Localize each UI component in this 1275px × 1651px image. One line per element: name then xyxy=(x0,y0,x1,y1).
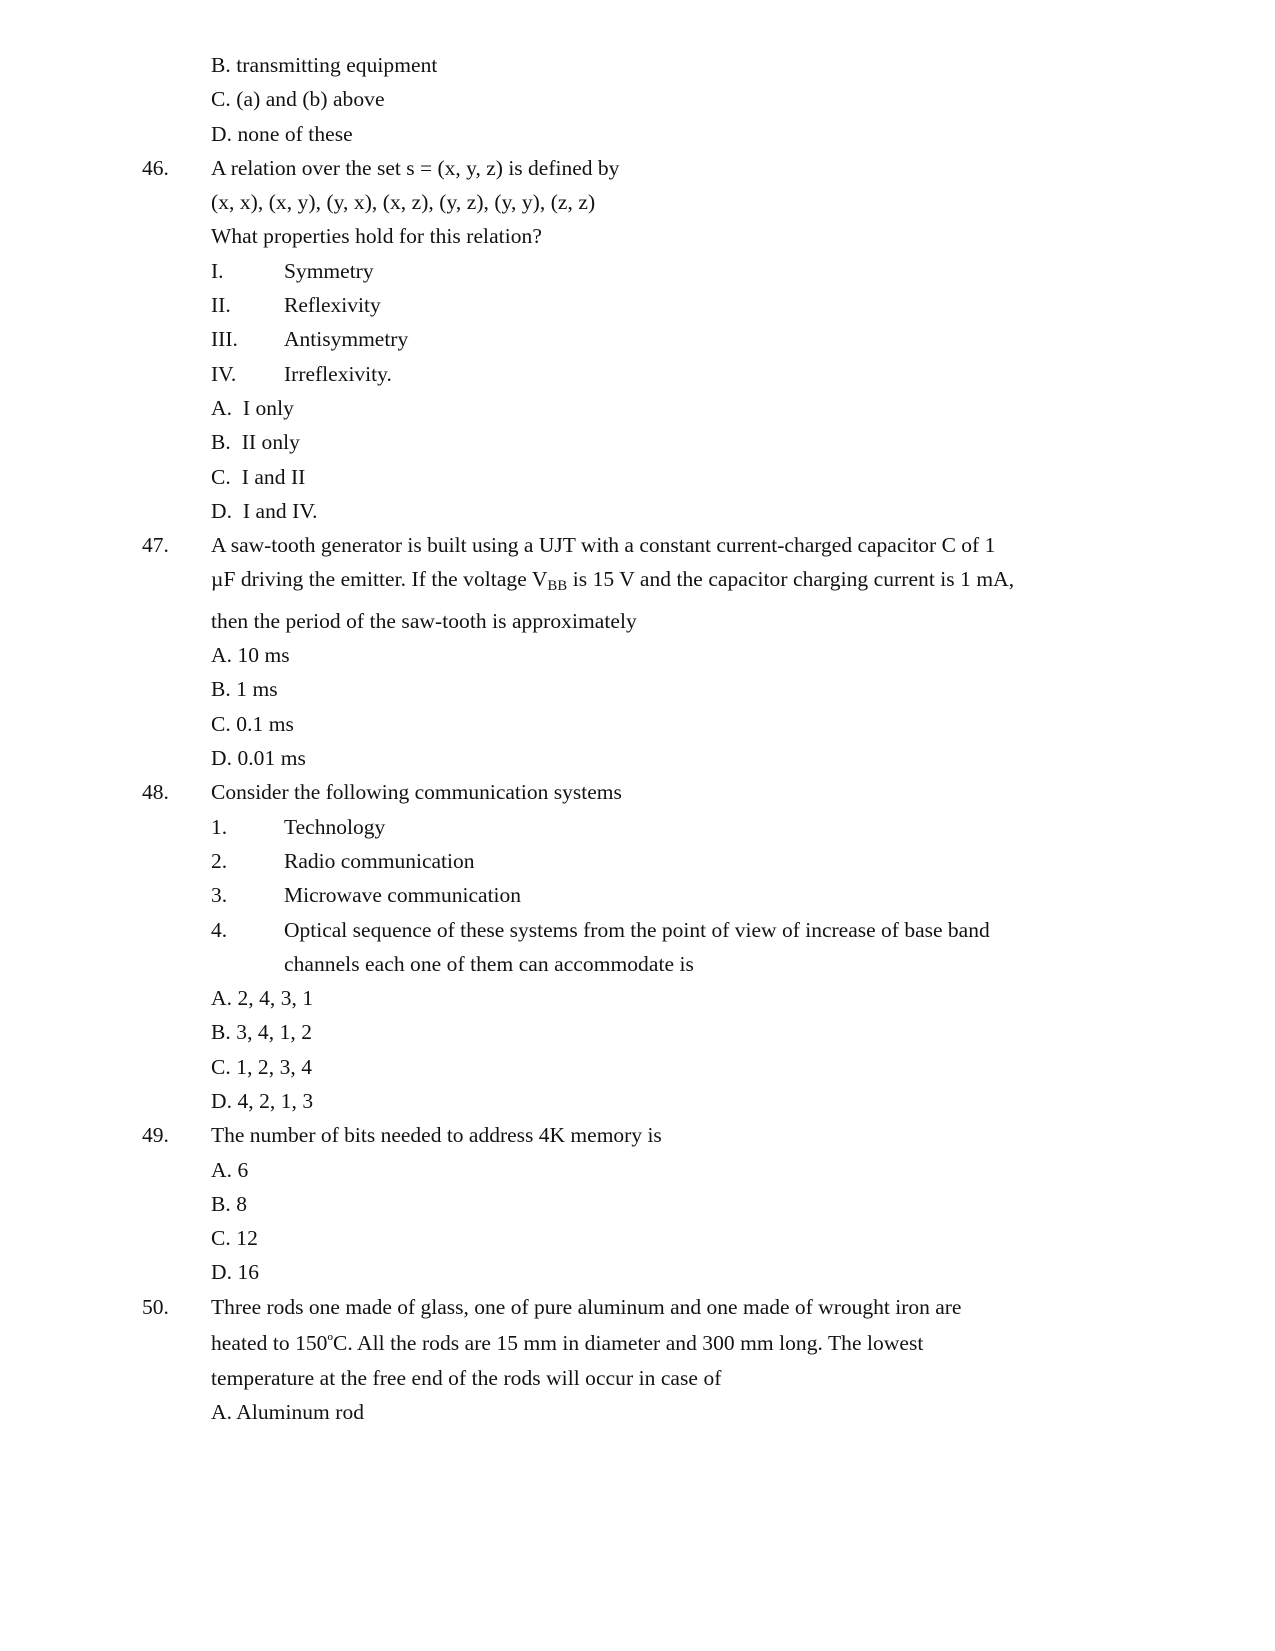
option-marker: A. xyxy=(211,1399,233,1424)
option-marker: A. xyxy=(211,643,233,668)
option-line xyxy=(120,1153,1155,1187)
option-line xyxy=(120,48,1155,82)
option-line xyxy=(120,1015,1155,1049)
subscript-bb: BB xyxy=(547,578,568,595)
question-stem-line: temperature at the free end of the rods will occur in case of xyxy=(211,1365,722,1390)
option-text: none of these xyxy=(237,121,353,146)
option-marker: B. xyxy=(211,430,231,455)
numbered-item-continuation: channels each one of them can accommodate is xyxy=(284,951,694,976)
question-50 xyxy=(120,1290,1155,1324)
degree-symbol: º xyxy=(327,1331,333,1352)
numbered-item xyxy=(120,844,1155,878)
question-stem: A saw-tooth generator is built using a UJT with a constant current-charged capacitor C of 1 xyxy=(211,533,996,558)
numbered-text: Radio communication xyxy=(284,848,475,873)
roman-marker: IV. xyxy=(211,361,237,386)
numbered-marker: 3. xyxy=(211,883,228,908)
option-line xyxy=(120,741,1155,775)
question-stem: Three rods one made of glass, one of pure aluminum and one made of wrought iron are xyxy=(211,1294,962,1319)
question-stem: The number of bits needed to address 4K memory is xyxy=(211,1123,662,1148)
option-marker: C. xyxy=(211,1054,231,1079)
roman-item xyxy=(120,357,1155,391)
question-stem-line: What properties hold for this relation? xyxy=(211,224,542,249)
option-line xyxy=(120,672,1155,706)
option-text: (a) and (b) above xyxy=(236,87,385,112)
option-marker: B. xyxy=(211,53,231,77)
roman-marker: III. xyxy=(211,327,238,352)
option-line xyxy=(120,638,1155,672)
numbered-marker: 1. xyxy=(211,814,228,839)
stem-text-post: C. All the rods are 15 mm in diameter and 300 mm long. The lowest xyxy=(333,1331,924,1356)
question-number: 47. xyxy=(142,533,169,558)
option-text: II only xyxy=(241,430,300,455)
option-line xyxy=(120,82,1155,116)
option-text: 2, 4, 3, 1 xyxy=(237,986,314,1011)
option-line xyxy=(120,1255,1155,1289)
stem-text-pre: µF driving the emitter. If the voltage V xyxy=(211,567,548,592)
option-marker: C. xyxy=(211,87,231,112)
roman-marker: II. xyxy=(211,293,231,318)
option-marker: D. xyxy=(211,498,233,523)
question-stem-line xyxy=(120,562,1155,603)
option-text: 0.01 ms xyxy=(237,746,306,771)
option-marker: C. xyxy=(211,711,231,736)
roman-text: Antisymmetry xyxy=(284,327,409,352)
option-text: 0.1 ms xyxy=(236,711,294,736)
stem-text-post: is 15 V and the capacitor charging current is 1 mA, xyxy=(567,567,1015,592)
option-line xyxy=(120,460,1155,494)
option-text: 1 ms xyxy=(236,677,278,702)
option-line xyxy=(120,707,1155,741)
option-text: 1, 2, 3, 4 xyxy=(236,1054,313,1079)
option-line xyxy=(120,1084,1155,1118)
roman-text: Reflexivity xyxy=(284,293,381,318)
option-text: transmitting equipment xyxy=(236,53,438,77)
numbered-marker: 2. xyxy=(211,848,228,873)
option-marker: B. xyxy=(211,1191,231,1216)
roman-item xyxy=(120,322,1155,356)
option-text: 4, 2, 1, 3 xyxy=(237,1088,314,1113)
numbered-text: Microwave communication xyxy=(284,883,522,908)
option-text: Aluminum rod xyxy=(236,1399,365,1424)
question-stem: Consider the following communication systems xyxy=(211,780,622,805)
roman-item xyxy=(120,254,1155,288)
option-marker: A. xyxy=(211,1157,233,1182)
option-marker: C. xyxy=(211,1226,231,1251)
option-text: 3, 4, 1, 2 xyxy=(236,1020,313,1045)
question-48 xyxy=(120,775,1155,809)
option-marker: B. xyxy=(211,677,231,702)
option-line xyxy=(120,1187,1155,1221)
option-line xyxy=(120,117,1155,151)
option-line xyxy=(120,1050,1155,1084)
numbered-item xyxy=(120,810,1155,844)
roman-text: Irreflexivity. xyxy=(284,361,392,386)
option-marker: A. xyxy=(211,395,233,420)
option-marker: B. xyxy=(211,1020,231,1045)
question-stem-line: (x, x), (x, y), (y, x), (x, z), (y, z), (y, y), (z, z) xyxy=(211,190,596,215)
numbered-item xyxy=(120,913,1155,947)
option-marker: A. xyxy=(211,986,233,1011)
option-marker: D. xyxy=(211,746,233,771)
option-line xyxy=(120,1221,1155,1255)
option-line xyxy=(120,425,1155,459)
option-text: 16 xyxy=(237,1260,260,1285)
question-46 xyxy=(120,151,1155,185)
option-marker: D. xyxy=(211,1088,233,1113)
roman-text: Symmetry xyxy=(284,258,374,283)
option-text: I and IV. xyxy=(242,498,318,523)
question-stem-line: then the period of the saw-tooth is approximately xyxy=(211,608,637,633)
question-stem-line xyxy=(120,1324,1155,1360)
roman-item xyxy=(120,288,1155,322)
option-text: I and II xyxy=(241,464,306,489)
question-number: 50. xyxy=(142,1294,169,1319)
option-marker: C. xyxy=(211,464,231,489)
question-stem: A relation over the set s = (x, y, z) is defined by xyxy=(211,155,620,180)
option-marker: D. xyxy=(211,1260,233,1285)
stem-text-pre: heated to 150 xyxy=(211,1331,328,1356)
question-number: 46. xyxy=(142,155,169,180)
option-line xyxy=(120,1395,1155,1429)
option-line xyxy=(120,391,1155,425)
numbered-text: Optical sequence of these systems from the point of view of increase of base band xyxy=(284,917,990,942)
option-text: I only xyxy=(242,395,294,420)
question-number: 49. xyxy=(142,1123,169,1148)
numbered-text: Technology xyxy=(284,814,386,839)
numbered-item xyxy=(120,878,1155,912)
option-marker: D. xyxy=(211,121,233,146)
option-text: 10 ms xyxy=(237,643,290,668)
question-number: 48. xyxy=(142,780,169,805)
numbered-marker: 4. xyxy=(211,917,228,942)
question-47 xyxy=(120,528,1155,562)
option-text: 6 xyxy=(237,1157,249,1182)
option-line xyxy=(120,981,1155,1015)
question-49 xyxy=(120,1118,1155,1152)
option-text: 12 xyxy=(236,1226,258,1251)
option-text: 8 xyxy=(236,1191,248,1216)
roman-marker: I. xyxy=(211,258,224,283)
option-line xyxy=(120,494,1155,528)
